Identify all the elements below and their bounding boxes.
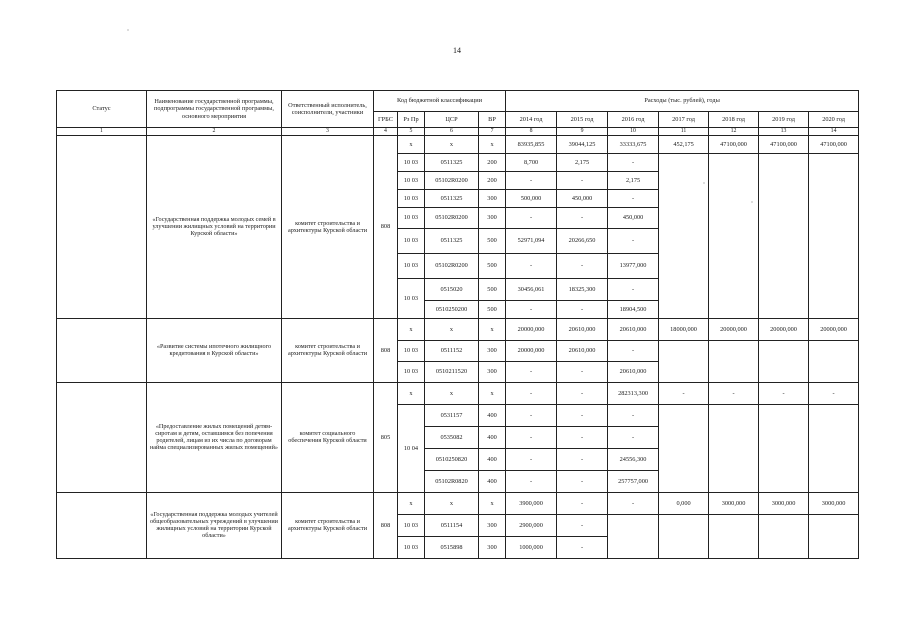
csr-cell: х	[425, 318, 479, 340]
amount-cell: 20610,000	[608, 361, 659, 382]
vr-cell: х	[479, 382, 506, 404]
header-expenses: Расходы (тыс. рублей), годы	[506, 91, 859, 112]
amount-cell: -	[506, 448, 557, 470]
csr-cell: х	[425, 492, 479, 514]
header-year: 2020 год	[809, 112, 859, 128]
amount-cell: -	[809, 382, 859, 404]
vr-cell: х	[479, 318, 506, 340]
amount-cell: 3000,000	[759, 492, 809, 514]
header-year: 2016 год	[608, 112, 659, 128]
amount-cell: 500,000	[506, 189, 557, 207]
amount-cell: 3000,000	[809, 492, 859, 514]
amount-cell: 47100,000	[809, 135, 859, 153]
program-name: «Предоставление жилых помещений детям-сиротам и детям, оставшимся без попечения родителей, лицам из их числа по договорам найма специализированных жилых помещений»	[147, 382, 282, 492]
vr-cell: 400	[479, 470, 506, 492]
grbs-cell: 808	[374, 318, 398, 382]
empty-cell	[659, 514, 709, 558]
program-name: «Государственная поддержка молодых учителей общеобразовательных учреждений в улучшении жилищных условий на территории Курской области»	[147, 492, 282, 558]
amount-cell: 2,175	[608, 171, 659, 189]
csr-cell: 0535082	[425, 426, 479, 448]
amount-cell: -	[506, 470, 557, 492]
amount-cell: -	[608, 153, 659, 171]
header-grbs: ГРБС	[374, 112, 398, 128]
amount-cell: 20610,000	[608, 318, 659, 340]
grbs-cell: 808	[374, 135, 398, 318]
csr-cell: 05102R0200	[425, 253, 479, 278]
empty-cell	[809, 404, 859, 492]
column-number: 13	[759, 128, 809, 136]
header-year: 2018 год	[709, 112, 759, 128]
amount-cell: -	[506, 207, 557, 228]
rzpr-cell: 10 03	[398, 278, 425, 318]
amount-cell: -	[608, 404, 659, 426]
vr-cell: 400	[479, 426, 506, 448]
amount-cell: -	[557, 300, 608, 318]
rzpr-cell: 10 03	[398, 536, 425, 558]
rzpr-cell: 10 03	[398, 189, 425, 207]
column-number: 3	[282, 128, 374, 136]
amount-cell: -	[557, 171, 608, 189]
vr-cell: 500	[479, 253, 506, 278]
amount-cell: 452,175	[659, 135, 709, 153]
vr-cell: 200	[479, 153, 506, 171]
empty-cell	[759, 153, 809, 318]
csr-cell: 0511152	[425, 340, 479, 361]
responsible-cell: комитет строительства и архитектуры Курской области	[282, 135, 374, 318]
amount-cell: -	[506, 253, 557, 278]
amount-cell: 20000,000	[506, 318, 557, 340]
grbs-cell: 808	[374, 492, 398, 558]
amount-cell: 18904,500	[608, 300, 659, 318]
amount-cell: 13977,000	[608, 253, 659, 278]
amount-cell: -	[608, 189, 659, 207]
csr-cell: 0510211520	[425, 361, 479, 382]
vr-cell: 300	[479, 340, 506, 361]
header-rzpr: Рз Пр	[398, 112, 425, 128]
amount-cell: 20000,000	[809, 318, 859, 340]
csr-cell: х	[425, 382, 479, 404]
amount-cell: 20000,000	[709, 318, 759, 340]
rzpr-cell: х	[398, 318, 425, 340]
csr-cell: х	[425, 135, 479, 153]
header-status: Статус	[57, 91, 147, 128]
amount-cell: 47100,000	[709, 135, 759, 153]
amount-cell: 257757,000	[608, 470, 659, 492]
amount-cell: 450,000	[557, 189, 608, 207]
amount-cell: 3000,000	[709, 492, 759, 514]
program-name: «Развитие системы ипотечного жилищного кредитования в Курской области»	[147, 318, 282, 382]
empty-cell	[659, 153, 709, 318]
vr-cell: 200	[479, 171, 506, 189]
csr-cell: 0511325	[425, 153, 479, 171]
vr-cell: 400	[479, 404, 506, 426]
amount-cell: 18325,300	[557, 278, 608, 300]
amount-cell: 0,000	[659, 492, 709, 514]
budget-table	[56, 90, 859, 559]
header-row	[57, 91, 859, 112]
vr-cell: 500	[479, 300, 506, 318]
empty-cell	[659, 404, 709, 492]
amount-cell: 52971,094	[506, 228, 557, 253]
amount-cell: -	[557, 536, 608, 558]
amount-cell: 33333,675	[608, 135, 659, 153]
status-cell	[57, 135, 147, 318]
amount-cell: -	[557, 207, 608, 228]
amount-cell: -	[608, 492, 659, 514]
csr-cell: 05102R0820	[425, 470, 479, 492]
amount-cell: -	[557, 448, 608, 470]
table-row	[57, 318, 859, 340]
rzpr-cell: 10 03	[398, 361, 425, 382]
amount-cell: -	[659, 382, 709, 404]
empty-cell	[809, 514, 859, 558]
status-cell	[57, 318, 147, 382]
amount-cell: 39044,125	[557, 135, 608, 153]
vr-cell: 300	[479, 536, 506, 558]
column-number: 10	[608, 128, 659, 136]
vr-cell: х	[479, 135, 506, 153]
csr-cell: 05102R0200	[425, 171, 479, 189]
amount-cell: -	[709, 382, 759, 404]
rzpr-cell: х	[398, 492, 425, 514]
csr-cell: 0510250200	[425, 300, 479, 318]
rzpr-cell: 10 03	[398, 207, 425, 228]
amount-cell: 83935,855	[506, 135, 557, 153]
amount-cell: -	[557, 514, 608, 536]
status-cell	[57, 382, 147, 492]
amount-cell: -	[608, 278, 659, 300]
empty-cell	[809, 153, 859, 318]
rzpr-cell: х	[398, 135, 425, 153]
header-program-name: Наименование государственной программы, подпрограммы государственной программы, основного мероприятия	[147, 91, 282, 128]
header-vr: ВР	[479, 112, 506, 128]
column-number: 7	[479, 128, 506, 136]
amount-cell: -	[506, 171, 557, 189]
amount-cell: 18000,000	[659, 318, 709, 340]
amount-cell: 2,175	[557, 153, 608, 171]
amount-cell: 20610,000	[557, 318, 608, 340]
amount-cell: 8,700	[506, 153, 557, 171]
vr-cell: х	[479, 492, 506, 514]
empty-cell	[709, 340, 759, 382]
csr-cell: 05102R0200	[425, 207, 479, 228]
column-number: 5	[398, 128, 425, 136]
amount-cell: -	[557, 470, 608, 492]
amount-cell: 450,000	[608, 207, 659, 228]
rzpr-cell: 10 03	[398, 153, 425, 171]
vr-cell: 500	[479, 278, 506, 300]
rzpr-cell: х	[398, 382, 425, 404]
amount-cell: -	[557, 382, 608, 404]
amount-cell: -	[759, 382, 809, 404]
column-number: 2	[147, 128, 282, 136]
amount-cell: 47100,000	[759, 135, 809, 153]
column-numbers-row	[57, 128, 859, 136]
amount-cell: -	[608, 426, 659, 448]
header-year: 2015 год	[557, 112, 608, 128]
amount-cell: 20266,650	[557, 228, 608, 253]
page-number: 14	[453, 46, 461, 55]
amount-cell: 30456,061	[506, 278, 557, 300]
csr-cell: 0510250820	[425, 448, 479, 470]
csr-cell: 0511325	[425, 228, 479, 253]
amount-cell: -	[557, 361, 608, 382]
empty-cell	[659, 340, 709, 382]
empty-cell	[709, 514, 759, 558]
responsible-cell: комитет строительства и архитектуры Курской области	[282, 318, 374, 382]
column-number: 9	[557, 128, 608, 136]
vr-cell: 400	[479, 448, 506, 470]
responsible-cell: комитет строительства и архитектуры Курской области	[282, 492, 374, 558]
header-year: 2014 год	[506, 112, 557, 128]
rzpr-cell: 10 04	[398, 404, 425, 492]
csr-cell: 0515898	[425, 536, 479, 558]
amount-cell: -	[506, 361, 557, 382]
empty-cell	[759, 340, 809, 382]
amount-cell: -	[608, 340, 659, 361]
amount-cell: -	[506, 300, 557, 318]
empty-cell	[709, 153, 759, 318]
empty-cell	[759, 404, 809, 492]
vr-cell: 300	[479, 207, 506, 228]
header-year: 2019 год	[759, 112, 809, 128]
header-csr: ЦСР	[425, 112, 479, 128]
empty-cell	[608, 514, 659, 558]
program-name: «Государственная поддержка молодых семей в улучшении жилищных условий на территории Курской области»	[147, 135, 282, 318]
empty-cell	[759, 514, 809, 558]
column-number: 4	[374, 128, 398, 136]
amount-cell: -	[557, 426, 608, 448]
csr-cell: 0511154	[425, 514, 479, 536]
amount-cell: -	[506, 426, 557, 448]
csr-cell: 0511325	[425, 189, 479, 207]
vr-cell: 300	[479, 361, 506, 382]
amount-cell: 20610,000	[557, 340, 608, 361]
rzpr-cell: 10 03	[398, 228, 425, 253]
amount-cell: -	[557, 253, 608, 278]
amount-cell: -	[608, 228, 659, 253]
table-row	[57, 382, 859, 404]
column-number: 11	[659, 128, 709, 136]
header-year: 2017 год	[659, 112, 709, 128]
rzpr-cell: 10 03	[398, 171, 425, 189]
status-cell	[57, 492, 147, 558]
vr-cell: 300	[479, 189, 506, 207]
column-number: 14	[809, 128, 859, 136]
rzpr-cell: 10 03	[398, 340, 425, 361]
amount-cell: 20000,000	[759, 318, 809, 340]
column-number: 6	[425, 128, 479, 136]
amount-cell: -	[506, 382, 557, 404]
amount-cell: 1000,000	[506, 536, 557, 558]
amount-cell: 282313,300	[608, 382, 659, 404]
table-row	[57, 492, 859, 514]
grbs-cell: 805	[374, 382, 398, 492]
table-row	[57, 135, 859, 153]
csr-cell: 0531157	[425, 404, 479, 426]
amount-cell: 3900,000	[506, 492, 557, 514]
amount-cell: -	[557, 492, 608, 514]
amount-cell: 2900,000	[506, 514, 557, 536]
rzpr-cell: 10 03	[398, 514, 425, 536]
column-number: 1	[57, 128, 147, 136]
empty-cell	[709, 404, 759, 492]
rzpr-cell: 10 03	[398, 253, 425, 278]
vr-cell: 300	[479, 514, 506, 536]
vr-cell: 500	[479, 228, 506, 253]
amount-cell: 24556,300	[608, 448, 659, 470]
header-budget-code: Код бюджетной классификации	[374, 91, 506, 112]
csr-cell: 0515020	[425, 278, 479, 300]
column-number: 12	[709, 128, 759, 136]
amount-cell: -	[557, 404, 608, 426]
column-number: 8	[506, 128, 557, 136]
amount-cell: -	[506, 404, 557, 426]
amount-cell: 20000,000	[506, 340, 557, 361]
responsible-cell: комитет социального обеспечения Курской области	[282, 382, 374, 492]
empty-cell	[809, 340, 859, 382]
header-responsible: Ответственный исполнитель, соисполнители, участники	[282, 91, 374, 128]
